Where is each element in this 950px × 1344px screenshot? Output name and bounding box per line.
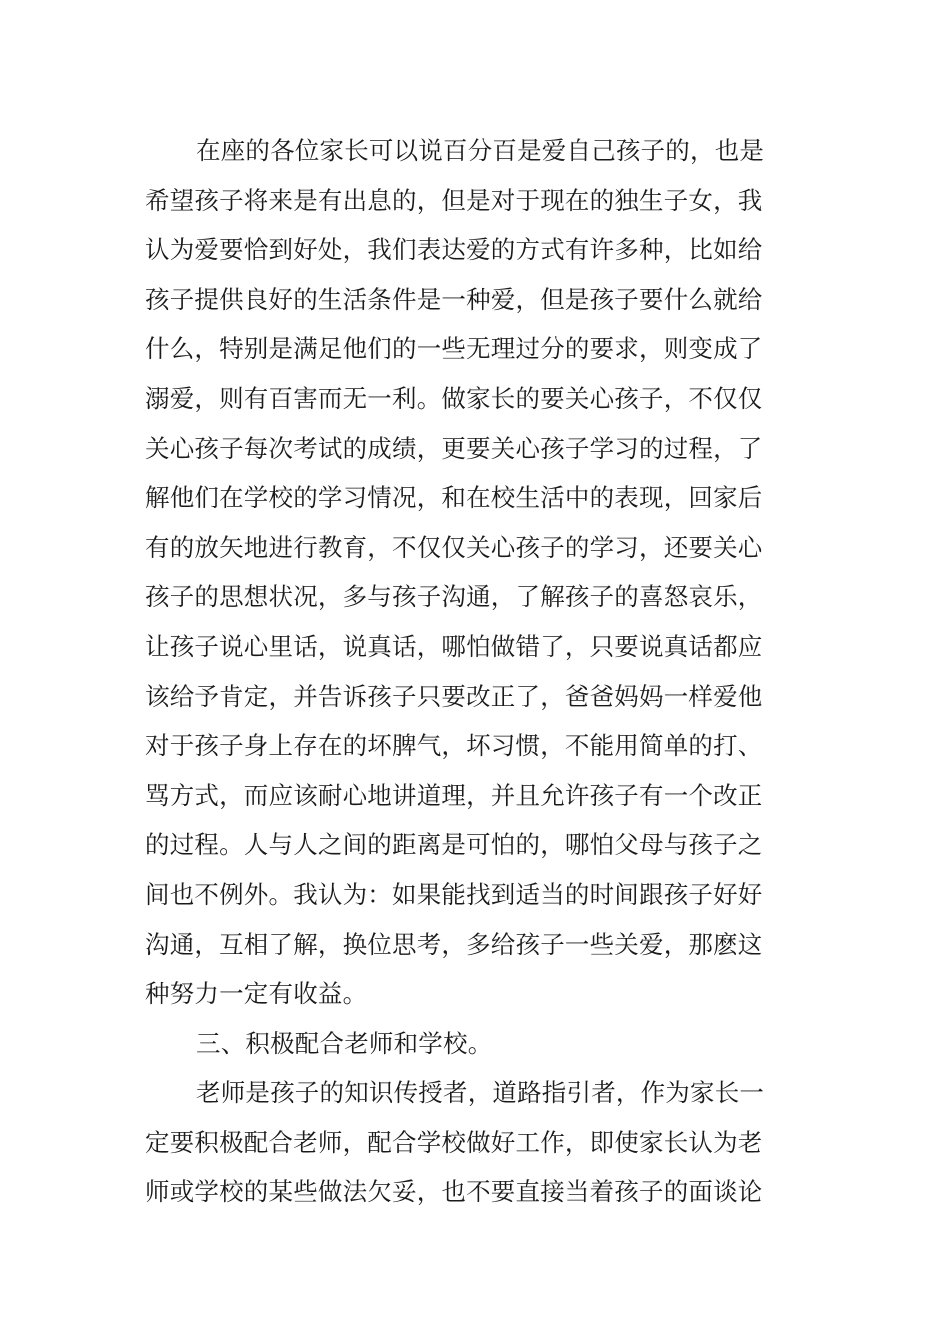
paragraph-line: 老师是孩子的知识传授者，道路指引者，作为家长一	[196, 1078, 765, 1108]
paragraph-line: 认为爱要恰到好处，我们表达爱的方式有许多种，比如给	[145, 235, 763, 265]
paragraph-line: 溺爱，则有百害而无一利。做家长的要关心孩子，不仅仅	[145, 383, 763, 413]
paragraph-line: 让孩子说心里话，说真话，哪怕做错了，只要说真话都应	[145, 631, 763, 661]
paragraph-line: 师或学校的某些做法欠妥，也不要直接当着孩子的面谈论	[145, 1177, 763, 1207]
paragraph-line: 该给予肯定，并告诉孩子只要改正了，爸爸妈妈一样爱他	[145, 681, 763, 711]
paragraph-line: 的过程。人与人之间的距离是可怕的，哪怕父母与孩子之	[145, 830, 763, 860]
section-heading: 三、积极配合老师和学校。	[196, 1028, 493, 1058]
paragraph-line: 定要积极配合老师，配合学校做好工作，即使家长认为老	[145, 1127, 763, 1157]
paragraph-line: 希望孩子将来是有出息的，但是对于现在的独生子女，我	[145, 185, 763, 215]
paragraph-line: 关心孩子每次考试的成绩，更要关心孩子学习的过程，了	[145, 433, 763, 463]
paragraph-line: 骂方式，而应该耐心地讲道理，并且允许孩子有一个改正	[145, 780, 763, 810]
document-body	[145, 126, 810, 1217]
paragraph-line: 有的放矢地进行教育，不仅仅关心孩子的学习，还要关心	[145, 532, 763, 562]
paragraph-line: 沟通，互相了解，换位思考，多给孩子一些关爱，那麽这	[145, 929, 763, 959]
paragraph-line: 间也不例外。我认为：如果能找到适当的时间跟孩子好好	[145, 879, 763, 909]
paragraph-line: 解他们在学校的学习情况，和在校生活中的表现，回家后	[145, 483, 763, 513]
paragraph-line: 对于孩子身上存在的坏脾气，坏习惯，不能用简单的打、	[145, 731, 763, 761]
paragraph-line: 什么，特别是满足他们的一些无理过分的要求，则变成了	[145, 334, 763, 364]
paragraph-line: 在座的各位家长可以说百分百是爱自己孩子的，也是	[196, 136, 765, 165]
paragraph-line: 种努力一定有收益。	[145, 979, 368, 1009]
paragraph-line: 孩子的思想状况，多与孩子沟通，了解孩子的喜怒哀乐，	[145, 582, 763, 612]
paragraph-line: 孩子提供良好的生活条件是一种爱，但是孩子要什么就给	[145, 284, 763, 314]
